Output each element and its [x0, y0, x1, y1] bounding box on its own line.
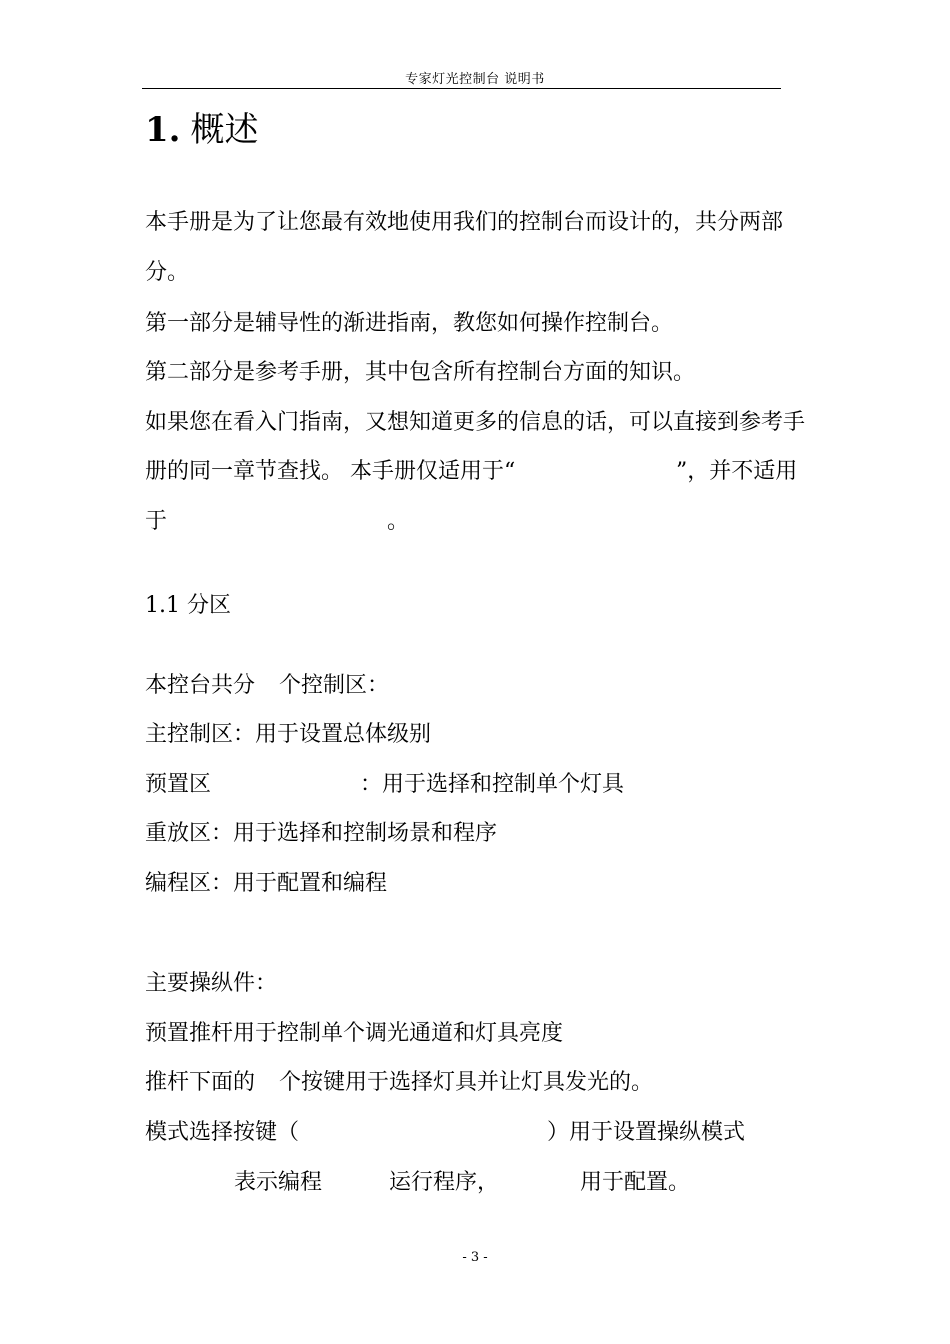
section-heading: 1.1 分区	[145, 593, 231, 618]
main-zone-line: 主控制区：用于设置总体级别	[145, 722, 432, 747]
zones-line-b: 个控制区：	[279, 673, 390, 698]
mode-line-b: ）用于设置操纵模式	[547, 1120, 746, 1145]
intro-line-5: 如果您在看入门指南，又想知道更多的信息的话，可以直接到参考手	[145, 410, 806, 435]
zones-line-a: 本控台共分	[145, 673, 256, 698]
chapter-number: 1.	[145, 110, 181, 150]
buttons-line-b: 个按键用于选择灯具并让灯具发光的。	[279, 1070, 654, 1095]
intro-line-4: 第二部分是参考手册，其中包含所有控制台方面的知识。	[145, 360, 696, 385]
preset-zone-line-a: 预置区	[145, 772, 212, 797]
buttons-line-a: 推杆下面的	[145, 1070, 256, 1095]
chapter-heading	[145, 108, 259, 152]
header-rule	[142, 88, 781, 89]
mode-run-text: 运行程序，	[389, 1170, 500, 1195]
intro-line-7b: 。	[387, 509, 410, 534]
playback-zone-line: 重放区：用于选择和控制场景和程序	[145, 821, 498, 846]
mode-setup-text: 用于配置。	[580, 1170, 691, 1195]
intro-line-6b: ”，并不适用	[676, 459, 798, 484]
program-zone-line: 编程区：用于配置和编程	[145, 871, 388, 896]
mode-program-text: 表示编程	[234, 1170, 323, 1195]
intro-line-3: 第一部分是辅导性的渐进指南，教您如何操作控制台。	[145, 311, 674, 336]
intro-line-6a: 册的同一章节查找。 本手册仅适用于“	[145, 459, 516, 484]
running-header: 专家灯光控制台 说明书	[405, 72, 545, 87]
chapter-title: 概述	[190, 110, 259, 150]
preset-zone-line-b: ：用于选择和控制单个灯具	[360, 772, 625, 797]
intro-line-1: 本手册是为了让您最有效地使用我们的控制台而设计的，共分两部	[145, 210, 784, 235]
intro-line-2: 分。	[145, 260, 190, 285]
page-number: - 3 -	[462, 1250, 488, 1265]
faders-line: 预置推杆用于控制单个调光通道和灯具亮度	[145, 1021, 564, 1046]
controls-heading: 主要操纵件：	[145, 971, 278, 996]
intro-line-7a: 于	[145, 509, 168, 534]
mode-line-a: 模式选择按键（	[145, 1120, 300, 1145]
